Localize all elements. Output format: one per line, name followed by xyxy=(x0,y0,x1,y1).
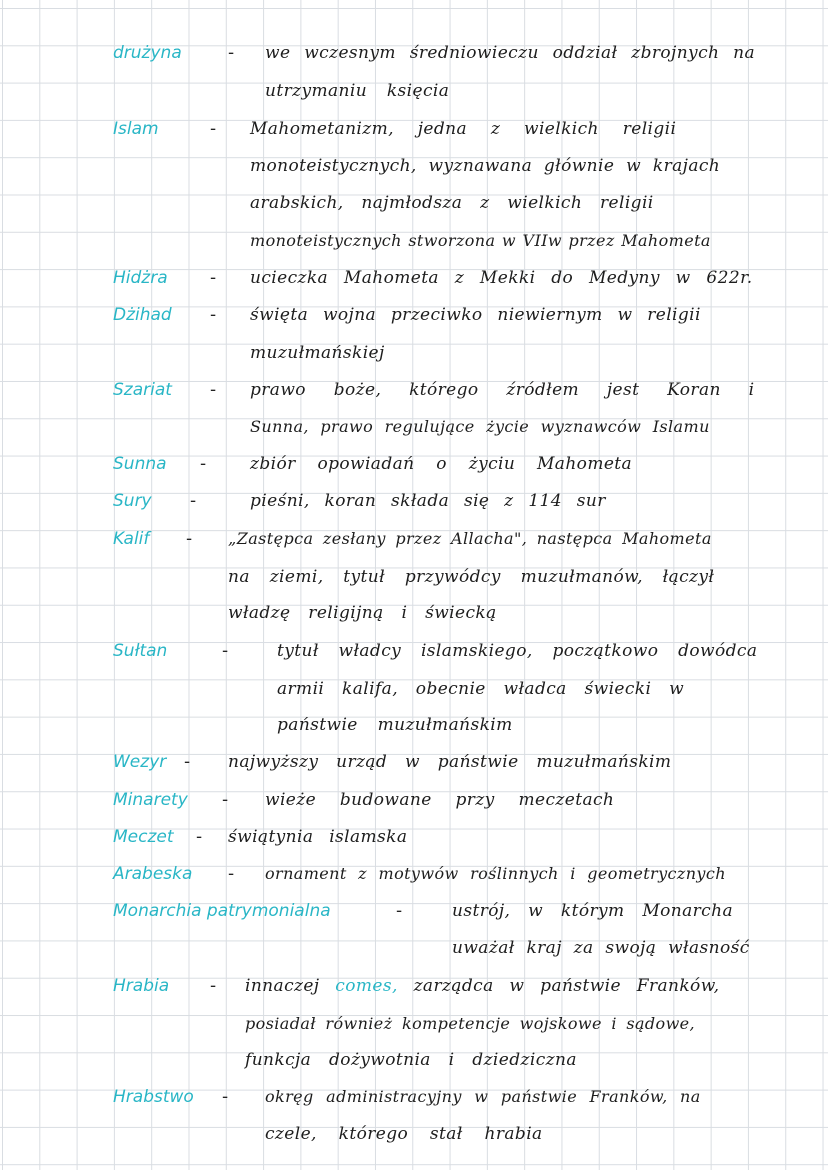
term-sury: Sury xyxy=(113,491,152,511)
definition-line xyxy=(245,975,719,997)
dash: - xyxy=(222,1087,229,1107)
definition-line: tytuł władcy islamskiego, początkowo dowódca xyxy=(277,641,758,661)
dash: - xyxy=(210,976,217,996)
definition-line: monoteistycznych stworzona w VIIw przez Mahometa xyxy=(250,231,711,250)
definition-line: ustrój, w którym Monarcha xyxy=(452,901,733,921)
term-sultan: Sułtan xyxy=(113,641,168,661)
term-szariat: Szariat xyxy=(113,380,172,400)
term-islam: Islam xyxy=(113,119,159,139)
definition-line: władzę religijną i świecką xyxy=(228,603,497,623)
dash: - xyxy=(222,641,229,661)
definition-line: prawo boże, którego źródłem jest Koran i xyxy=(250,380,755,400)
definition-line: ornament z motywów roślinnych i geometrycznych xyxy=(265,864,726,883)
definition-line: posiadał również kompetencje wojskowe i sądowe, xyxy=(245,1014,696,1033)
definition-line: armii kalifa, obecnie władca świecki w xyxy=(277,679,685,699)
dash: - xyxy=(184,752,191,772)
dash: - xyxy=(228,864,235,884)
dash: - xyxy=(228,43,235,63)
definition-line: zbiór opowiadań o życiu Mahometa xyxy=(250,454,633,474)
term-monarchia-patrymonialna: Monarchia patrymonialna xyxy=(113,901,331,921)
term-arabeska: Arabeska xyxy=(113,864,193,884)
definition-line: świątynia islamska xyxy=(228,827,408,847)
dash: - xyxy=(186,529,193,549)
definition-line: czele, którego stał hrabia xyxy=(265,1124,543,1144)
definition-line: Sunna, prawo regulujące życie wyznawców Islamu xyxy=(250,417,710,436)
definition-line: na ziemi, tytuł przywódcy muzułmanów, łączył xyxy=(228,567,715,587)
dash: - xyxy=(210,380,217,400)
term-dzihad: Dżihad xyxy=(113,305,172,325)
definition-line: uważał kraj za swoją własność xyxy=(452,938,750,958)
term-hidzra: Hidżra xyxy=(113,268,168,288)
definition-line: okręg administracyjny w państwie Franków, na xyxy=(265,1087,701,1106)
dash: - xyxy=(210,305,217,325)
definition-line: „Zastępca zesłany przez Allacha", następca Mahometa xyxy=(228,529,712,548)
term-kalif: Kalif xyxy=(113,529,150,549)
dash: - xyxy=(196,827,203,847)
definition-line: muzułmańskiej xyxy=(250,343,385,363)
dash: - xyxy=(396,901,403,921)
term-sunna: Sunna xyxy=(113,454,167,474)
definition-line: ucieczka Mahometa z Mekki do Medyny w 622r. xyxy=(250,268,753,288)
dash: - xyxy=(200,454,207,474)
dash: - xyxy=(222,790,229,810)
definition-line: funkcja dożywotnia i dziedziczna xyxy=(245,1050,577,1070)
term-meczet: Meczet xyxy=(113,827,174,847)
term-minarety: Minarety xyxy=(113,790,188,810)
dash: - xyxy=(210,268,217,288)
definition-line: wieże budowane przy meczetach xyxy=(265,790,615,810)
definition-line: we wczesnym średniowieczu oddział zbrojnych na xyxy=(265,43,756,63)
definition-suffix: zarządca w państwie Franków, xyxy=(397,976,720,996)
definition-line: święta wojna przeciwko niewiernym w religii xyxy=(250,305,701,325)
definition-prefix: innaczej xyxy=(245,976,336,996)
dash: - xyxy=(190,491,197,511)
definition-line: utrzymaniu księcia xyxy=(265,81,450,101)
definition-line: pieśni, koran składa się z 114 sur xyxy=(250,491,606,511)
term-hrabia: Hrabia xyxy=(113,976,170,996)
term-wezyr: Wezyr xyxy=(113,752,167,772)
dash: - xyxy=(210,119,217,139)
definition-line: arabskich, najmłodsza z wielkich religii xyxy=(250,193,654,213)
definition-line: państwie muzułmańskim xyxy=(277,715,513,735)
term-hrabstwo: Hrabstwo xyxy=(113,1087,194,1107)
term-druzyna: drużyna xyxy=(113,43,182,63)
accent-word: comes, xyxy=(335,976,398,996)
definition-line: Mahometanizm, jedna z wielkich religii xyxy=(250,119,677,139)
definition-line: najwyższy urząd w państwie muzułmańskim xyxy=(228,752,672,772)
definition-line: monoteistycznych, wyznawana głównie w krajach xyxy=(250,156,721,176)
